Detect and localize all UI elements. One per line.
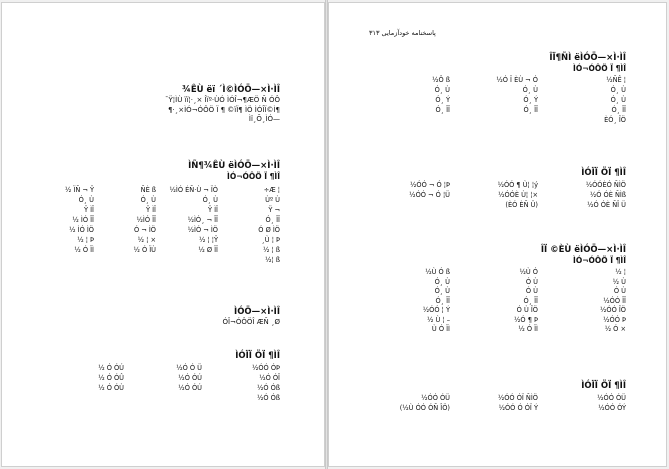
answer-item: ½ÓÓ ÓÝ	[598, 404, 626, 412]
answer-item: Ó¸ ÎÎ	[611, 106, 626, 114]
answer-item: ½ÓÓ ¬ Ó ¦Þ	[410, 181, 450, 189]
answer-item: Ó¸ ÎÎ	[435, 296, 450, 305]
answer-item: ½ ÌÓ ÎÎ	[72, 216, 94, 224]
answer-item: ½ Ø ÏÏ	[198, 246, 218, 254]
answer-item: ½Ó ÓÈ ÑÎ Ü	[587, 201, 626, 209]
answer-grid	[20, 364, 280, 408]
answer-item: Ÿ ÌÎ	[207, 206, 218, 214]
answer-item: Ó¸ ÎÎ	[523, 106, 538, 114]
answer-item: Ó¸ Ù	[434, 277, 450, 286]
answer-item: ½Ó ÓÚ	[178, 374, 202, 382]
answer-item: Ÿ ÌÎ	[83, 206, 94, 214]
answer-item: ½ÓÓ Þ	[603, 315, 626, 324]
paragraph-line: ÓÎ¬ÓÔÖÎ ÆÑ ¸Ø	[222, 318, 280, 326]
answer-item: Ó¸ Ù	[202, 196, 218, 204]
right-section-3	[356, 245, 626, 334]
answer-item: Ó¸ Ù	[140, 196, 156, 204]
right-section-1	[356, 53, 626, 124]
answer-item: Ó¸ Ù	[610, 96, 626, 104]
answer-item: ½ÓÓ ¶ Ù¦ ¦ý	[497, 181, 538, 189]
answer-item: Ó¸ ÎÎ	[265, 216, 280, 224]
answer-item: ½ÑÊ ¦	[606, 76, 626, 84]
answer-item: ½ Ó ÓÙ	[98, 384, 124, 392]
answer-item: ½ÓÓÈ Ù¦ ¦×	[498, 191, 538, 199]
answer-item: ½Ó Ó Ü	[176, 364, 202, 372]
section-heading: ÌÓÖ—×Ì·ÌÎ	[234, 307, 280, 317]
answer-item: ÑÈ ß	[140, 186, 156, 194]
answer-item: Ù Ó ÏÌ	[431, 325, 450, 333]
answer-grid	[356, 76, 626, 124]
answer-item: ½ÌÓ ÎÎ	[136, 216, 156, 224]
paragraph-line: Ìï¸Õ¸ÌÓ—	[248, 115, 280, 123]
answer-item: ½Ó ¶ Þ	[514, 315, 538, 324]
answer-item: Ó Ù	[525, 277, 538, 286]
answer-item: ½Ó ÓÚ	[178, 384, 202, 392]
answer-item: ½ÌÓ ÉÑ·Ù ¬ ÏÒ	[169, 186, 218, 194]
answer-item: ½ Ó ÏÙ	[133, 246, 156, 254]
answer-item: ½Ó ÓÈ ÑÌß	[589, 191, 626, 199]
answer-grid	[356, 394, 626, 416]
right-section-2	[356, 168, 626, 213]
answer-item: Ó Ù	[525, 287, 538, 295]
answer-item: ½ ¦ ×	[137, 236, 156, 244]
left-section-1	[20, 85, 280, 125]
running-head: پاسخنامه خودآزمایی ۳۱۳	[369, 29, 436, 37]
answer-item: ½ ¦ Þ	[77, 236, 94, 244]
answer-item: ½ ¦ ß	[263, 246, 280, 254]
left-section-3	[20, 307, 280, 328]
answer-item: ½ Ó ÏÌ	[74, 246, 94, 254]
answer-item: Ó¸ Ù	[78, 196, 94, 204]
answer-item: ¸Ù ¦ Þ	[261, 236, 280, 244]
answer-item: ½ Ó ÏÌ	[518, 325, 538, 333]
answer-grid	[356, 268, 626, 334]
answer-item: ½ ¦	[615, 268, 626, 276]
section-heading: ¾ÊÙ ëï ´Ì©ÌÓÖ—×Ì·ÌÎ	[182, 85, 280, 95]
answer-item: ½¦ ß	[265, 256, 280, 264]
section-heading: ÎÏ ©ÈÙ ëÌÓÖ—×Ì·ÌÎ	[540, 245, 626, 255]
left-page	[2, 3, 324, 466]
left-section-2	[20, 161, 280, 266]
section-subheading: ÌÓ¬ÓÔÖ Ï ¶ÌÎ	[573, 256, 626, 265]
answer-item: ÷Æ ¦	[263, 186, 280, 194]
answer-grid	[20, 186, 280, 266]
answer-item: Ó¸ Ý	[523, 96, 538, 104]
right-section-4	[356, 381, 626, 416]
answer-item: ½ÌÓ¸ ¬ ÎÎ	[187, 216, 218, 224]
answer-item: (½Ù ÓÓ ÓÑ ÎÖ)	[399, 404, 450, 412]
paragraph-line: ¯Ÿ¦ÌÙ ïï¦·¸× Îïº·ÙÓ ÌÓÎ¬¶ÆÖ Ñ ÓÔ	[165, 96, 280, 104]
answer-item: ½Ó ÓÎ	[259, 374, 280, 382]
answer-item: Ó¸ Ù	[434, 86, 450, 94]
answer-item: Ÿ ÌÎ	[145, 206, 156, 214]
answer-item: ½Ù Ó	[519, 268, 538, 276]
answer-item: Ó¸ Ù	[610, 86, 626, 94]
answer-item: ½ÌÓ ¬ ÌÖ	[187, 226, 218, 234]
answer-item: ÈÓ¸ ÎÖ	[604, 116, 626, 124]
answer-item: (ÈÓ ÈÑ Ü)	[505, 201, 538, 209]
section-heading: ÌÓÏÏ ÖÏ ¶ÌÎ	[581, 381, 626, 391]
answer-item: ½Ó Ï ÈÙ ¬ Ó	[496, 76, 538, 84]
right-page	[329, 3, 666, 466]
section-heading: ÌÓÏÏ ÖÏ ¶ÌÎ	[581, 168, 626, 178]
answer-item: ½ ¦ ¦Ÿ	[198, 236, 218, 244]
answer-item: Ó¸ Ù	[434, 287, 450, 295]
answer-item: ½ Ó ÓÛ	[98, 374, 124, 382]
answer-item: ½ÓÓ Ó ÓÏ Ý	[498, 404, 538, 412]
answer-item: ½ÓÓ ÓÞ	[251, 364, 280, 372]
answer-item: Ó¸ ÎÎ	[435, 106, 450, 114]
answer-item: ½ÓÓ ÎÎ	[603, 296, 626, 305]
section-heading: ÌÑ¶¾ÊÙ ëÌÓÖ—×Ì·ÌÎ	[188, 161, 280, 171]
answer-item: ½ ÏÑ ¬ Ÿ	[64, 186, 94, 194]
answer-item: ½ Ó ÓÚ	[98, 364, 124, 372]
answer-item: ½Ù Ó ß	[425, 268, 450, 276]
answer-item: ½ Ù ¦ –	[426, 315, 450, 324]
section-subheading: ÌÓ¬ÓÔÖ Ï ¶ÌÎ	[573, 64, 626, 73]
answer-item: Ó¸ Ý	[435, 96, 450, 104]
section-heading: ÎÏ¶ÑÌ ëÌÓÖ—×Ì·ÌÎ	[549, 53, 626, 63]
answer-item: ½Ô ß	[432, 76, 450, 84]
answer-item: Ó Ø ÌÖ	[258, 226, 280, 234]
answer-item: ½Ó Óß	[256, 384, 280, 392]
left-section-4	[20, 351, 280, 408]
section-subheading: ÌÓ¬ÓÔÖ Ï ¶ÌÎ	[227, 172, 280, 181]
answer-item: Ùº Ù	[265, 196, 280, 204]
answer-item: Ÿ ¬	[268, 206, 280, 214]
page-gutter	[325, 0, 328, 469]
answer-item: ½ÓÓ ÎÖ	[599, 306, 626, 314]
answer-item: ½Ó Óß	[256, 394, 280, 402]
answer-grid	[356, 181, 626, 213]
section-heading: ÌÓÏÏ ÖÏ ¶ÌÎ	[235, 351, 280, 361]
answer-item: ½ÓÓ ¬ Ó ¦Ü	[409, 191, 450, 199]
answer-item: Ó ¬ ÌÖ	[133, 226, 156, 234]
answer-item: ½ Ù	[612, 277, 626, 286]
answer-item: ½ÓÓÈÓ ÑÌÖ	[585, 181, 626, 189]
paragraph-line: ¶·¸×ÌÓ¬ÓÔÖ Ï ¶ ©ïÏ¶ ÌÖ ÌÓÎÏ©Ì¶	[168, 105, 280, 114]
answer-item: ½ÓÓ ÓÏ ÑÌÖ	[497, 394, 538, 402]
answer-item: Ó Ù ÎÖ	[516, 306, 538, 314]
answer-item: ½ÓÓ ÓÜ	[421, 394, 450, 402]
answer-item: ½ÓÓ ÓÜ	[597, 394, 626, 402]
answer-item: ½ ÌÓ ÌÖ	[69, 226, 94, 234]
answer-item: ½ÓÓ ¦ Ý	[422, 306, 450, 314]
answer-item: Ó¸ Ù	[522, 86, 538, 94]
answer-item: Ó¸ ÎÎ	[523, 296, 538, 305]
answer-item: Ó Ù	[613, 287, 626, 295]
answer-item: ½ Ó ×	[604, 325, 626, 333]
